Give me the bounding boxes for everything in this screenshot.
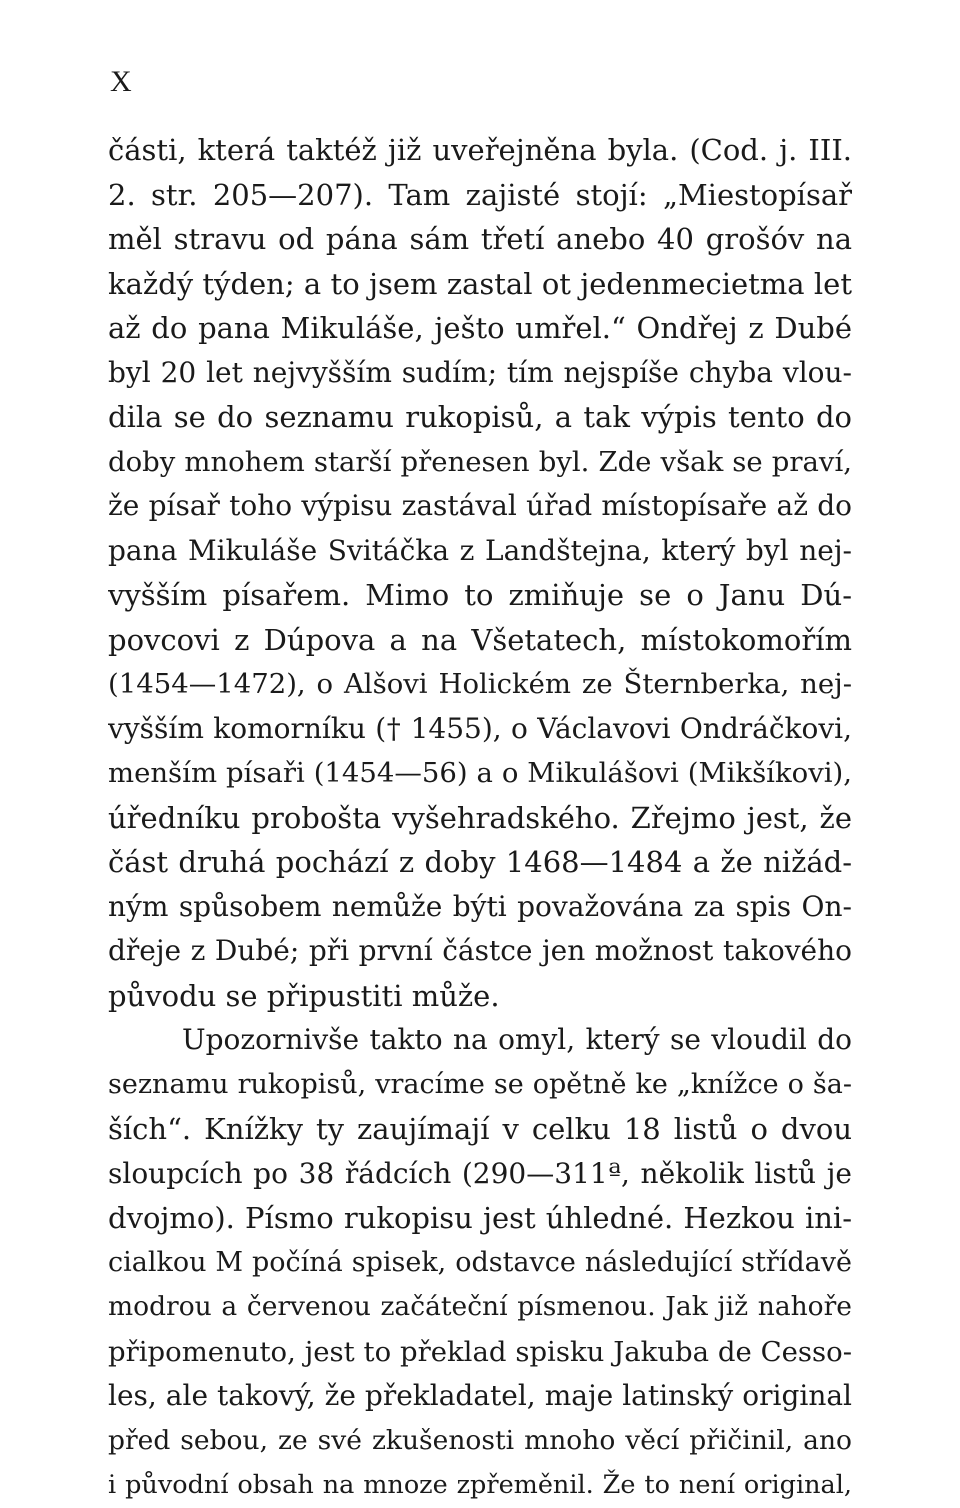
text-line: dřeje z Dubé; při první částce jen možnost takového <box>108 934 852 967</box>
text-line: před sebou, ze své zkušenosti mnoho věcí přičinil, ano <box>108 1424 852 1456</box>
text-line: připomenuto, jest to překlad spisku Jakuba de Cesso- <box>108 1335 852 1368</box>
text-line: úředníku probošta vyšehradského. Zřejmo jest, že <box>108 800 852 835</box>
text-line: ným spůsobem nemůže býti považována za spis On- <box>108 889 852 923</box>
text-line: (1454—1472), o Alšovi Holickém ze Šternberka, nej- <box>108 668 852 700</box>
text-line: ších“. Knížky ty zaujímají v celku 18 listů o dvou <box>108 1112 852 1146</box>
text-line: menším písaři (1454—56) a o Mikulášovi (Mikšíkovi), <box>108 757 852 789</box>
text-line: pana Mikuláše Svitáčka z Landštejna, který byl nej- <box>108 533 852 567</box>
text-line: měl stravu od pána sám třetí anebo 40 grošóv na <box>108 222 852 256</box>
text-line: byl 20 let nejvyšším sudím; tím nejspíše chyba vlou- <box>108 355 852 389</box>
text-line: vyšším komorníku († 1455), o Václavovi Ondráčkovi, <box>108 711 852 745</box>
text-line: část druhá pochází z doby 1468—1484 a že nižád- <box>108 845 852 879</box>
paragraph-2 <box>108 1018 852 1508</box>
text-line: dila se do seznamu rukopisů, a tak výpis tento do <box>108 400 852 434</box>
text-line: že písař toho výpisu zastával úřad místopísaře až do <box>108 489 852 522</box>
text-line: vyšším písařem. Mimo to zmiňuje se o Janu Dú- <box>108 578 852 612</box>
text-line: les, ale takový, že překladatel, maje latinský original <box>108 1379 852 1412</box>
text-line: dvojmo). Písmo rukopisu jest úhledné. Hezkou ini- <box>108 1201 852 1235</box>
text-line: až do pana Mikuláše, ješto umřel.“ Ondřej z Dubé <box>108 311 852 345</box>
page-number: X <box>110 65 132 98</box>
text-line: každý týden; a to jsem zastal ot jedenmecietma let <box>108 266 852 301</box>
text-line: původu se připustiti může. <box>108 978 500 1013</box>
text-line: sloupcích po 38 řádcích (290—311ª, několik listů je <box>108 1156 852 1190</box>
body-text <box>108 128 852 1508</box>
text-line: části, která taktéž již uveřejněna byla. (Cod. j. III. <box>108 133 852 167</box>
text-line: 2. str. 205—207). Tam zajisté stojí: „Miestopísař <box>108 177 852 212</box>
text-line: cialkou M počíná spisek, odstavce následující střídavě <box>108 1246 852 1278</box>
text-line: povcovi z Dúpova a na Všetatech, místokomořím <box>108 622 852 657</box>
text-line: Upozornivše takto na omyl, který se vloudil do <box>182 1023 852 1056</box>
text-line: modrou a červenou začáteční písmenou. Jak již nahoře <box>108 1291 852 1322</box>
paragraph-1 <box>108 128 852 1018</box>
text-line: doby mnohem starší přenesen byl. Zde však se praví, <box>108 445 852 478</box>
text-line: seznamu rukopisů, vracíme se opětně ke „knížce o ša- <box>108 1068 852 1100</box>
text-line: i původní obsah na mnoze zpřeměnil. Že to není original, <box>108 1470 852 1500</box>
